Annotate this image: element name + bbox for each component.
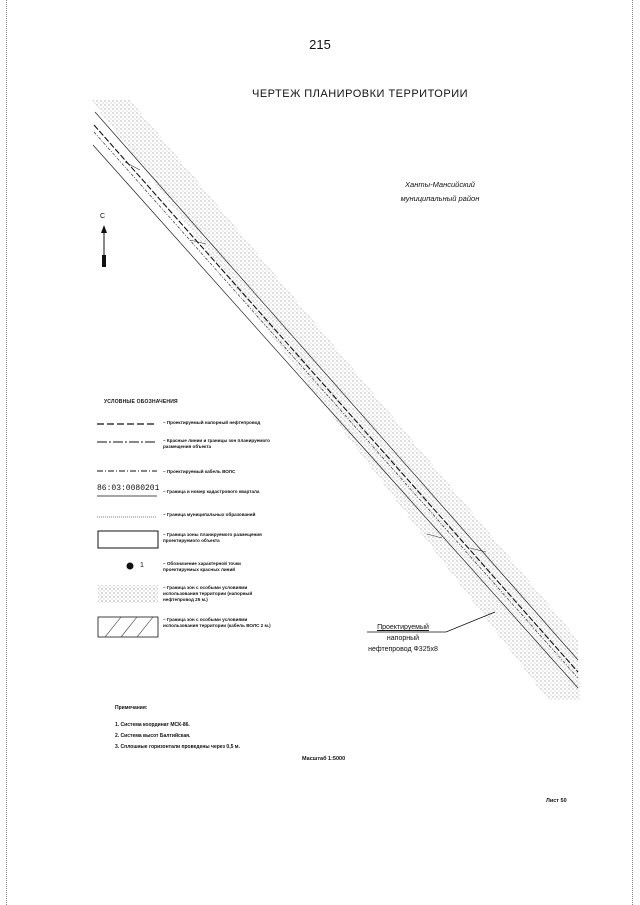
municipal-boundary-symbol-icon (97, 512, 159, 522)
region-line-2: муниципальный район (400, 194, 480, 203)
legend-text: – Проектируемый напорный нефтепровод (163, 420, 261, 425)
sheet-label: Лист 50 (546, 798, 567, 804)
north-arrow-icon (96, 217, 112, 269)
legend-text: – Красные линии и границы зон планируемого размещения объекта (163, 438, 270, 449)
notes-title: Примечания: (115, 705, 148, 711)
pipeline-callout (353, 622, 453, 655)
cadastral-code: 86:03:0080201 (97, 484, 160, 493)
notes (115, 703, 240, 753)
region-label (395, 178, 485, 206)
north-letter: С (100, 213, 106, 220)
scale-label: Масштаб 1:5000 (302, 756, 346, 762)
zone-rect-symbol-icon (97, 530, 161, 550)
legend-text: – Проектируемый кабель ВОЛС (163, 469, 236, 474)
callout-line-3: нефтепровод Ф325х8 (368, 646, 438, 653)
red-line-upper (95, 112, 578, 660)
legend-text: – Граница зоны планируемого размещения проектируемого объекта (163, 532, 262, 543)
drawing-title: ЧЕРТЕЖ ПЛАНИРОВКИ ТЕРРИТОРИИ (252, 88, 469, 100)
region-line-1: Ханты-Мансийский (405, 180, 475, 189)
legend-title: УСЛОВНЫЕ ОБОЗНАЧЕНИЯ (104, 399, 178, 405)
callout-line-2: напорный (386, 635, 420, 642)
note-item: 2. Система высот Балтийская. (115, 733, 191, 739)
legend-text: – Обозначение характерной точки проектируемых красных линий (163, 561, 241, 572)
hatch-symbol-icon (97, 616, 161, 638)
note-item: 1. Система координат МСК-86. (115, 722, 190, 728)
point-number: 1 (140, 562, 144, 569)
page-number: 215 (309, 37, 331, 52)
fiber-cable-symbol-icon (97, 466, 159, 476)
stipple-symbol-icon (97, 584, 161, 604)
pipeline-symbol-icon (97, 419, 159, 429)
quarter-boundary-symbol-icon (97, 494, 159, 498)
legend-text: – Граница зон с особыми условиями использования территории (напорный нефтепровод 25 м.) (163, 585, 253, 602)
legend-text: – Граница и номер кадастрового квартала (163, 489, 260, 494)
note-item: 3. Сплошные горизонтали проведены через 0,5 м. (115, 744, 240, 750)
red-line-symbol-icon (97, 437, 159, 447)
point-symbol-icon (125, 561, 135, 571)
callout-line-1: Проектируемый (377, 624, 429, 631)
red-line-lower (93, 145, 578, 688)
legend-text: – Граница муниципальных образований (163, 512, 256, 517)
legend-text: – Граница зон с особыми условиями использования территории (кабель ВОЛС 2 м.) (163, 617, 271, 628)
